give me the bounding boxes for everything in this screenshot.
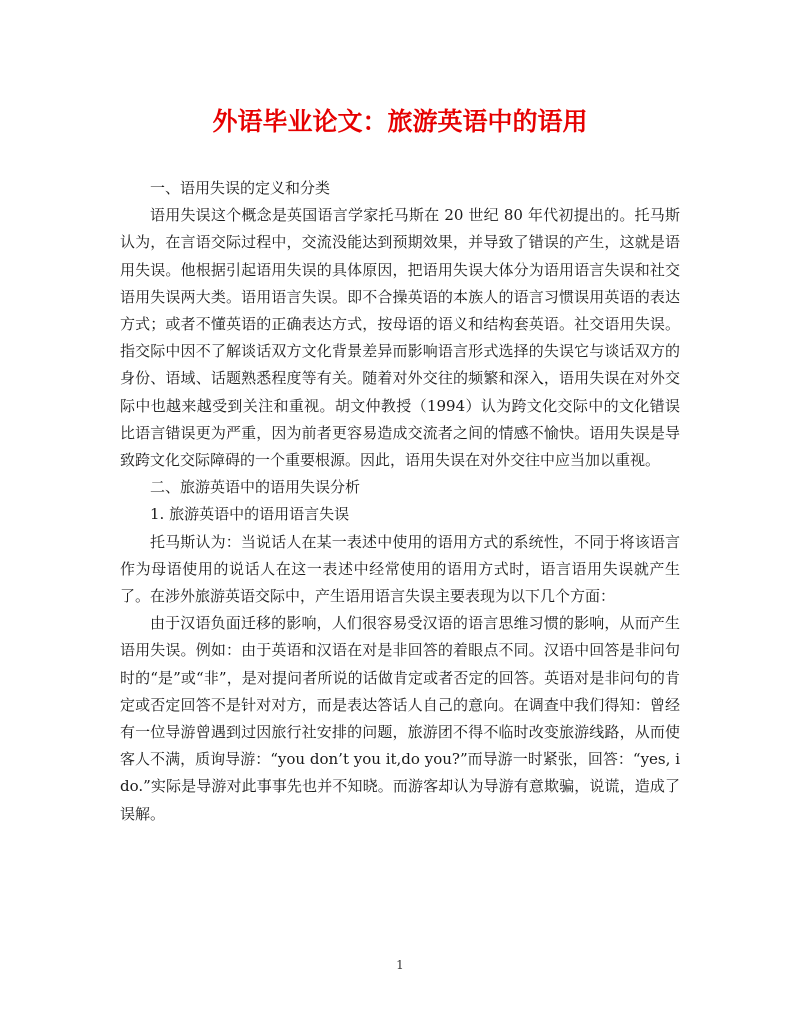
paragraph-thomas: 托马斯认为：当说话人在某一表述中使用的语用方式的系统性，不同于将该语言作为母语使用的说话人在这一表述中经常使用的语用方式时，语言语用失误就产生了。在涉外旅游英语交际中，产生语用语言失误主要表现为以下几个方面： [120, 532, 680, 606]
paragraph-definition: 语用失误这个概念是英国语言学家托马斯在 20 世纪 80 年代初提出的。托马斯认为，在言语交际过程中，交流没能达到预期效果，并导致了错误的产生，这就是语用失误。他根据引起语用失误的具体原因，把语用失误大体分为语用语言失误和社交语用失误两大类。语用语言失误。即不合操英语的本族人的语言习惯误用英语的表达方式；或者不懂英语的正确表达方式，按母语的语义和结构套英语。社交语用失误。指交际中因不了解谈话双方文化背景差异而影响语言形式选择的失误它与谈话双方的身份、语域、话题熟悉程度等有关。随着对外交往的频繁和深入，语用失误在对外交际中也越来越受到关注和重视。胡文仲教授（1994）认为跨文化交际中的文化错误比语言错误更为严重，因为前者更容易造成交流者之间的情感不愉快。语用失误是导致跨文化交际障碍的一个重要根源。因此，语用失误在对外交往中应当加以重视。 [120, 206, 680, 470]
document-title: 外语毕业论文：旅游英语中的语用 [212, 107, 588, 136]
paragraph-transfer: 由于汉语负面迁移的影响，人们很容易受汉语的语言思维习惯的影响，从而产生语用失误。例如：由于英语和汉语在对是非回答的着眼点不同。汉语中回答是非问句时的“是”或“非”，是对提问者所说的话做肯定或者否定的回答。英语对是非问句的肯定或否定回答不是针对对方，而是表达答话人自己的意向。在调查中我们得知：曾经有一位导游曾遇到过因旅行社安排的问题，旅游团不得不临时改变旅游线路，从而使客人不满，质询导游：“you don’t you it,do you?”而导游一时紧张，回答：“yes, i do.”实际是导游对此事事先也并不知晓。而游客却认为导游有意欺骗，说谎，造成了误解。 [120, 614, 680, 823]
section-heading-2: 二、旅游英语中的语用失误分析 [150, 478, 361, 497]
document-body [120, 175, 680, 828]
subsection-heading-1: 1. 旅游英语中的语用语言失误 [150, 505, 350, 524]
page-number: 1 [396, 958, 404, 972]
section-heading-1: 一、语用失误的定义和分类 [150, 179, 331, 197]
